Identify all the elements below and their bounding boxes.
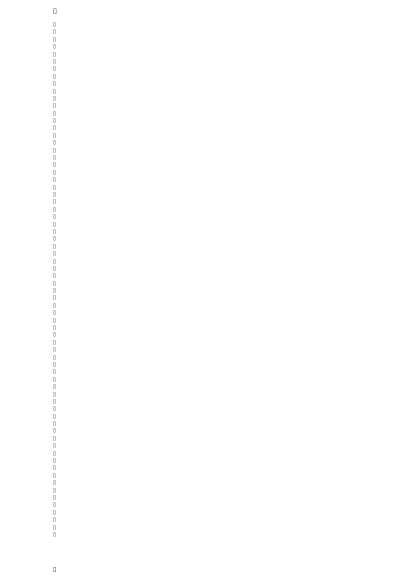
text-line: ▯ [53, 199, 56, 206]
text-line: ▯ [53, 162, 56, 169]
text-line: ▯ [53, 317, 56, 324]
text-line: ▯ [53, 295, 56, 302]
text-line: ▯ [53, 140, 56, 147]
text-line: ▯ [53, 147, 56, 154]
text-line: ▯ [53, 458, 56, 465]
text-line: ▯ [53, 265, 56, 272]
text-line: ▯ [53, 221, 56, 228]
text-line: ▯ [53, 88, 56, 95]
text-line: ▯ [53, 184, 56, 191]
text-line: ▯ [53, 487, 56, 494]
body-text [53, 22, 382, 539]
text-line: ▯ [53, 450, 56, 457]
text-line: ▯ [53, 66, 56, 73]
text-line: ▯ [53, 132, 56, 139]
text-line: ▯ [53, 155, 56, 162]
text-line: ▯ [53, 332, 56, 339]
text-line: ▯ [53, 354, 56, 361]
text-line: ▯ [53, 376, 56, 383]
text-line: ▯ [53, 228, 56, 235]
text-line: ▯ [53, 465, 56, 472]
text-line: ▯ [53, 325, 56, 332]
text-line: ▯ [53, 347, 56, 354]
text-line: ▯ [53, 391, 56, 398]
text-line: ▯ [53, 125, 56, 132]
text-line: ▯ [53, 302, 56, 309]
text-line: ▯ [53, 421, 56, 428]
text-line: ▯ [53, 103, 56, 110]
text-line: ▯ [53, 398, 56, 405]
text-line: ▯ [53, 435, 56, 442]
page-header: ▯ [53, 8, 57, 15]
text-line: ▯ [53, 44, 56, 51]
text-line: ▯ [53, 480, 56, 487]
text-line: ▯ [53, 191, 56, 198]
text-line: ▯ [53, 110, 56, 117]
text-line: ▯ [53, 251, 56, 258]
text-line: ▯ [53, 406, 56, 413]
text-line: ▯ [53, 531, 56, 538]
text-line: ▯ [53, 206, 56, 213]
text-line: ▯ [53, 428, 56, 435]
text-line: ▯ [53, 36, 56, 43]
text-line: ▯ [53, 73, 56, 80]
text-line: ▯ [53, 58, 56, 65]
text-line: ▯ [53, 361, 56, 368]
text-line: ▯ [53, 81, 56, 88]
text-line: ▯ [53, 22, 56, 28]
text-line: ▯ [53, 236, 56, 243]
text-line: ▯ [53, 214, 56, 221]
text-line: ▯ [53, 384, 56, 391]
text-line: ▯ [53, 495, 56, 501]
text-line: ▯ [53, 258, 56, 265]
text-line: ▯ [53, 524, 56, 531]
text-line: ▯ [53, 472, 56, 479]
text-line: ▯ [53, 51, 56, 58]
text-line: ▯ [53, 502, 56, 509]
text-line: ▯ [53, 339, 56, 346]
text-line: ▯ [53, 280, 56, 287]
text-line: ▯ [53, 369, 56, 376]
text-line: ▯ [53, 95, 56, 102]
text-line: ▯ [53, 413, 56, 420]
text-line: ▯ [53, 443, 56, 450]
page-number: ▯ [53, 567, 57, 573]
text-line: ▯ [53, 177, 56, 184]
text-line: ▯ [53, 310, 56, 317]
text-line: ▯ [53, 509, 56, 516]
text-line: ▯ [53, 118, 56, 125]
text-line: ▯ [53, 288, 56, 295]
text-line: ▯ [53, 169, 56, 176]
text-line: ▯ [53, 517, 56, 524]
text-line: ▯ [53, 29, 56, 36]
text-line: ▯ [53, 273, 56, 280]
text-line: ▯ [53, 243, 56, 250]
